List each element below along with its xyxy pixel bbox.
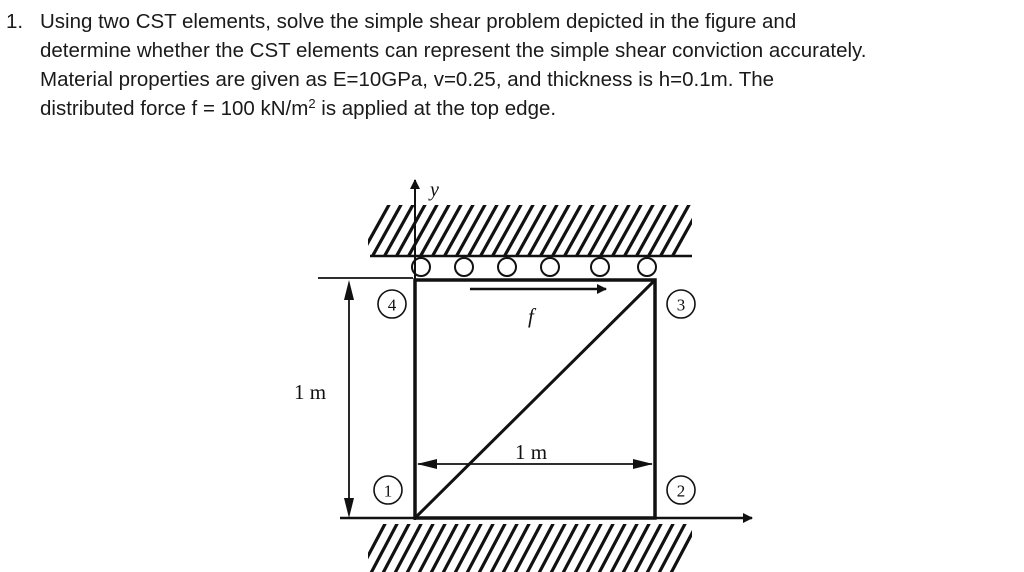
problem-line-1: Using two CST elements, solve the simple shear problem depicted in the figure and [40,10,797,33]
height-dim-label: 1 m [294,380,327,404]
node-4 [378,290,406,318]
top-support-hatch [350,185,712,275]
width-dim-label: 1 m [515,440,548,464]
problem-line-4-start: distributed force f = 100 kN/m [40,97,309,120]
width-dim-arrow-right [633,459,653,469]
node-2-label: 2 [676,481,686,501]
roller-row [412,258,656,276]
roller-2 [455,258,473,276]
problem-line-2: determine whether the CST elements can represent the simple shear conviction accurately. [40,39,867,62]
unit-exponent: 2 [308,96,316,111]
roller-3 [498,258,516,276]
force-label: f [528,304,534,328]
width-dim-arrow-left [417,459,437,469]
height-dim-arrow-top [344,280,354,300]
node-3 [667,290,695,318]
problem-number: 1. [6,10,24,33]
roller-6 [638,258,656,276]
node-2 [667,476,695,504]
problem-line-3: Material properties are given as E=10GPa, v=0.25, and thickness is h=0.1m. The [40,68,775,91]
roller-5 [591,258,609,276]
node-3-label: 3 [676,295,686,315]
element-diagonal [415,280,655,518]
problem-line-4-end: is applied at the top edge. [315,97,557,120]
node-4-label: 4 [387,295,397,315]
roller-4 [541,258,559,276]
y-axis-label: y [430,179,439,201]
node-1-label: 1 [383,481,393,501]
height-dim-arrow-bottom [344,498,354,518]
node-1 [374,476,402,504]
